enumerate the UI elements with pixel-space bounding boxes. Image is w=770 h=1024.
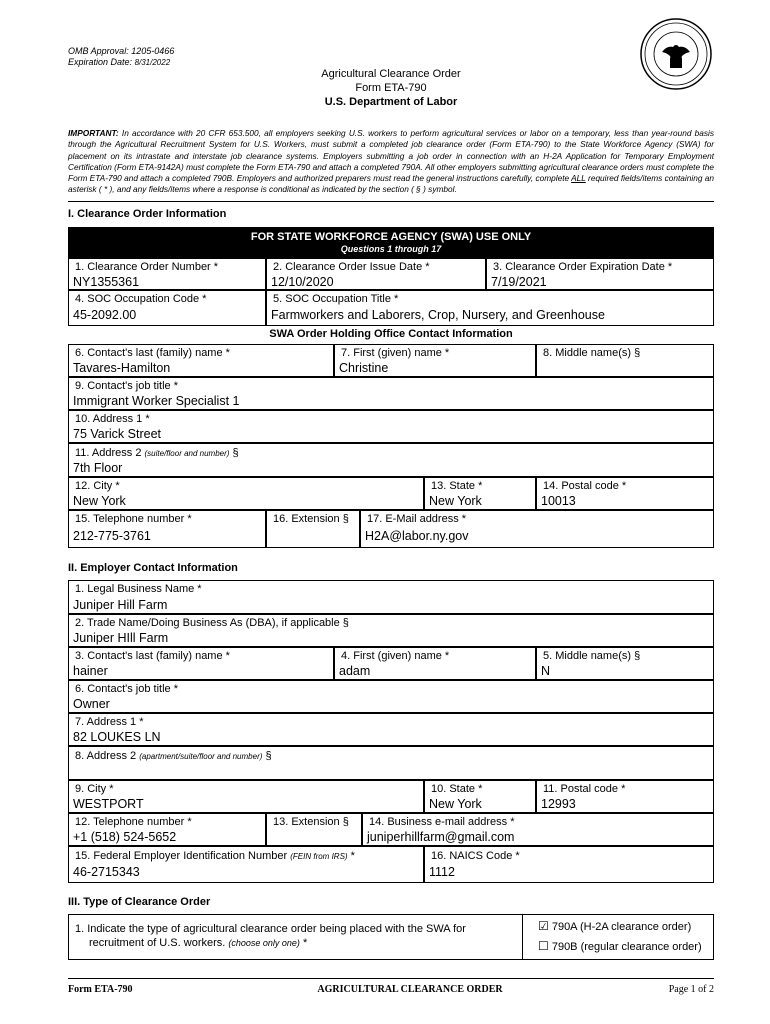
field-label: 8. Middle name(s) § <box>543 347 641 359</box>
soc-occupation-code-field[interactable] <box>68 290 266 326</box>
employer-postal-code-field[interactable] <box>536 780 714 813</box>
field-value: New York <box>429 797 482 811</box>
naics-code-field[interactable] <box>424 846 714 883</box>
field-label: 2. Clearance Order Issue Date * <box>273 261 430 273</box>
question-line-1: 1. Indicate the type of agricultural clearance order being placed with the SWA for <box>75 923 466 935</box>
field-label: 6. Contact's last (family) name * <box>75 347 230 359</box>
section-1-title: I. Clearance Order Information <box>68 208 227 220</box>
omb-approval: OMB Approval: 1205-0466 <box>68 46 175 56</box>
swa-telephone-field[interactable] <box>68 510 266 548</box>
footer-rule <box>68 978 714 979</box>
important-notice <box>68 128 714 196</box>
employer-extension-field[interactable] <box>266 813 362 846</box>
field-value: hainer <box>73 664 108 678</box>
swa-bar-title: FOR STATE WORKFORCE AGENCY (SWA) USE ONLY <box>250 231 532 243</box>
swa-contact-first-name-field[interactable] <box>334 344 536 377</box>
swa-office-contact-header: SWA Order Holding Office Contact Information <box>269 328 513 340</box>
swa-postal-code-field[interactable] <box>536 477 714 510</box>
field-value: Immigrant Worker Specialist 1 <box>73 394 240 408</box>
field-label: 4. First (given) name * <box>341 650 450 662</box>
field-label: 15. Telephone number * <box>75 513 192 525</box>
field-value: 12/10/2020 <box>271 275 334 289</box>
footer-page-number: Page 1 of 2 <box>668 984 714 995</box>
swa-city-field[interactable] <box>68 477 424 510</box>
fein-field[interactable] <box>68 846 424 883</box>
clearance-order-expiration-date-field[interactable] <box>486 258 714 290</box>
trade-name-dba-field[interactable] <box>68 614 714 647</box>
field-value: 7th Floor <box>73 461 123 475</box>
employer-telephone-field[interactable] <box>68 813 266 846</box>
field-value: 12993 <box>541 797 576 811</box>
option-790a[interactable] <box>538 919 691 933</box>
field-value: 1112 <box>429 865 455 879</box>
swa-email-field[interactable] <box>360 510 714 548</box>
field-label: 12. City * <box>75 480 120 492</box>
field-label: 16. Extension § <box>273 513 349 525</box>
form-title-1: Agricultural Clearance Order <box>321 68 461 80</box>
field-value: 7/19/2021 <box>491 275 547 289</box>
footer-form-name: Form ETA-790 <box>68 984 133 995</box>
field-label: 3. Contact's last (family) name * <box>75 650 230 662</box>
field-value: Christine <box>339 361 389 375</box>
field-label: 17. E-Mail address * <box>367 513 467 525</box>
field-label: 10. State * <box>431 783 483 795</box>
swa-questions: Questions 1 through 17 <box>340 244 442 254</box>
employer-city-field[interactable] <box>68 780 424 813</box>
employer-contact-middle-name-field[interactable] <box>536 647 714 680</box>
field-value: WESTPORT <box>73 797 144 811</box>
field-value: Farmworkers and Laborers, Crop, Nursery, and Greenhouse <box>271 308 605 322</box>
legal-business-name-field[interactable] <box>68 580 714 614</box>
employer-state-field[interactable] <box>424 780 536 813</box>
employer-contact-job-title-field[interactable] <box>68 680 714 713</box>
field-value: Juniper Hill Farm <box>73 598 168 612</box>
department-of-labor-seal-icon <box>640 18 712 90</box>
swa-contact-last-name-field[interactable] <box>68 344 334 377</box>
field-label: 1. Legal Business Name * <box>75 583 202 595</box>
field-label: 7. First (given) name * <box>341 347 450 359</box>
employer-contact-last-name-field[interactable] <box>68 647 334 680</box>
form-title-3: U.S. Department of Labor <box>324 96 458 108</box>
field-label: 14. Postal code * <box>543 480 627 492</box>
employer-address-1-field[interactable] <box>68 713 714 746</box>
important-text: In accordance with 20 CFR 653.500, all employers seeking U.S. workers to perform agricultural services or labor on a temporary, less than year-round basis through the Agricultural Recruitment System for U.S. Workers, must submit a completed job clearance order (Form ETA-790) to the State Workforce Agency (SWA) for placement on its intrastate and interstate job clearance systems. Employers submitting a job order in connection with an H-2A Application for Temporary Employment Certification (Form ETA-9142A) must complete the Form ETA-790 and attach a completed 790A. All other employers submitting agricultural clearance orders must complete the Form ETA-790 and attach a completed 790B. Employers and authorized preparers must read the general instructions carefully, complete <box>68 128 714 184</box>
field-value: New York <box>429 494 482 508</box>
important-label: IMPORTANT: <box>68 128 119 138</box>
field-value: N <box>541 664 551 678</box>
employer-email-field[interactable] <box>362 813 714 846</box>
question-line-2: recruitment of U.S. workers. (choose only one) * <box>89 937 308 949</box>
field-label: 2. Trade Name/Doing Business As (DBA), if applicable § <box>75 617 349 629</box>
important-tail: required fields/items containing an asterisk ( * ), and any fields/items where a response is conditional as indicated by the section ( § ) symbol. <box>68 173 714 195</box>
section-2-title: II. Employer Contact Information <box>68 562 238 574</box>
option-790b[interactable] <box>538 939 702 953</box>
field-value: adam <box>339 664 371 678</box>
field-value: Owner <box>73 697 110 711</box>
field-label: 6. Contact's job title * <box>75 683 178 695</box>
field-label: 5. Middle name(s) § <box>543 650 641 662</box>
field-label: 10. Address 1 * <box>75 413 150 425</box>
clearance-order-issue-date-field[interactable] <box>266 258 486 290</box>
expiration-label: Expiration Date: <box>68 57 133 67</box>
footer-title: AGRICULTURAL CLEARANCE ORDER <box>317 984 503 995</box>
field-label: 13. State * <box>431 480 483 492</box>
field-value: 46-2715343 <box>73 865 140 879</box>
field-value: 75 Varick Street <box>73 427 162 441</box>
expiration-date: 8/31/2022 <box>134 58 171 67</box>
field-value: 45-2092.00 <box>73 308 137 322</box>
swa-address-2-field[interactable] <box>68 443 714 477</box>
field-value: 10013 <box>541 494 576 508</box>
option-790b-label: 790B (regular clearance order) <box>551 941 702 953</box>
field-label: 15. Federal Employer Identification Number (FEIN from IRS) * <box>75 850 355 862</box>
divider <box>68 201 714 202</box>
option-790a-label: 790A (H-2A clearance order) <box>551 921 692 933</box>
unchecked-checkbox-icon[interactable]: ☐ <box>538 939 549 953</box>
swa-extension-field[interactable] <box>266 510 360 548</box>
employer-address-2-field[interactable] <box>68 746 714 780</box>
field-value: New York <box>73 494 126 508</box>
field-label: 11. Address 2 (suite/floor and number) § <box>75 447 239 459</box>
field-value: 212-775-3761 <box>73 529 151 543</box>
field-label: 16. NAICS Code * <box>431 850 520 862</box>
clearance-order-number-field[interactable] <box>68 258 266 290</box>
field-label: 1. Clearance Order Number * <box>75 261 219 273</box>
field-value: juniperhillfarm@gmail.com <box>367 830 515 844</box>
swa-address-1-field[interactable] <box>68 410 714 443</box>
field-label: 3. Clearance Order Expiration Date * <box>493 261 673 273</box>
field-label: 7. Address 1 * <box>75 716 144 728</box>
field-label: 12. Telephone number * <box>75 816 192 828</box>
form-title-2: Form ETA-790 <box>355 82 427 94</box>
field-label: 9. Contact's job title * <box>75 380 178 392</box>
field-label: 14. Business e-mail address * <box>369 816 515 828</box>
section-3-title: III. Type of Clearance Order <box>68 896 211 908</box>
soc-occupation-title-field[interactable] <box>266 290 714 326</box>
field-label: 8. Address 2 (apartment/suite/floor and number) § <box>75 750 272 762</box>
field-label: 9. City * <box>75 783 114 795</box>
field-value: +1 (518) 524-5652 <box>73 830 177 844</box>
field-label: 11. Postal code * <box>543 783 626 795</box>
swa-contact-middle-name-field[interactable] <box>536 344 714 377</box>
omb-block <box>68 46 174 68</box>
swa-state-field[interactable] <box>424 477 536 510</box>
field-value: NY1355361 <box>73 275 140 289</box>
field-label: 5. SOC Occupation Title * <box>273 293 399 305</box>
field-value: Juniper HIll Farm <box>73 631 169 645</box>
important-all: ALL <box>571 173 586 184</box>
field-value: H2A@labor.ny.gov <box>365 529 469 543</box>
field-value: 82 LOUKES LN <box>73 730 161 744</box>
field-value: Tavares-Hamilton <box>73 361 171 375</box>
field-label: 13. Extension § <box>273 816 349 828</box>
employer-contact-first-name-field[interactable] <box>334 647 536 680</box>
swa-use-only-bar <box>68 227 714 258</box>
field-label: 4. SOC Occupation Code * <box>75 293 207 305</box>
swa-contact-job-title-field[interactable] <box>68 377 714 410</box>
checked-checkbox-icon[interactable]: ☑ <box>538 919 549 933</box>
